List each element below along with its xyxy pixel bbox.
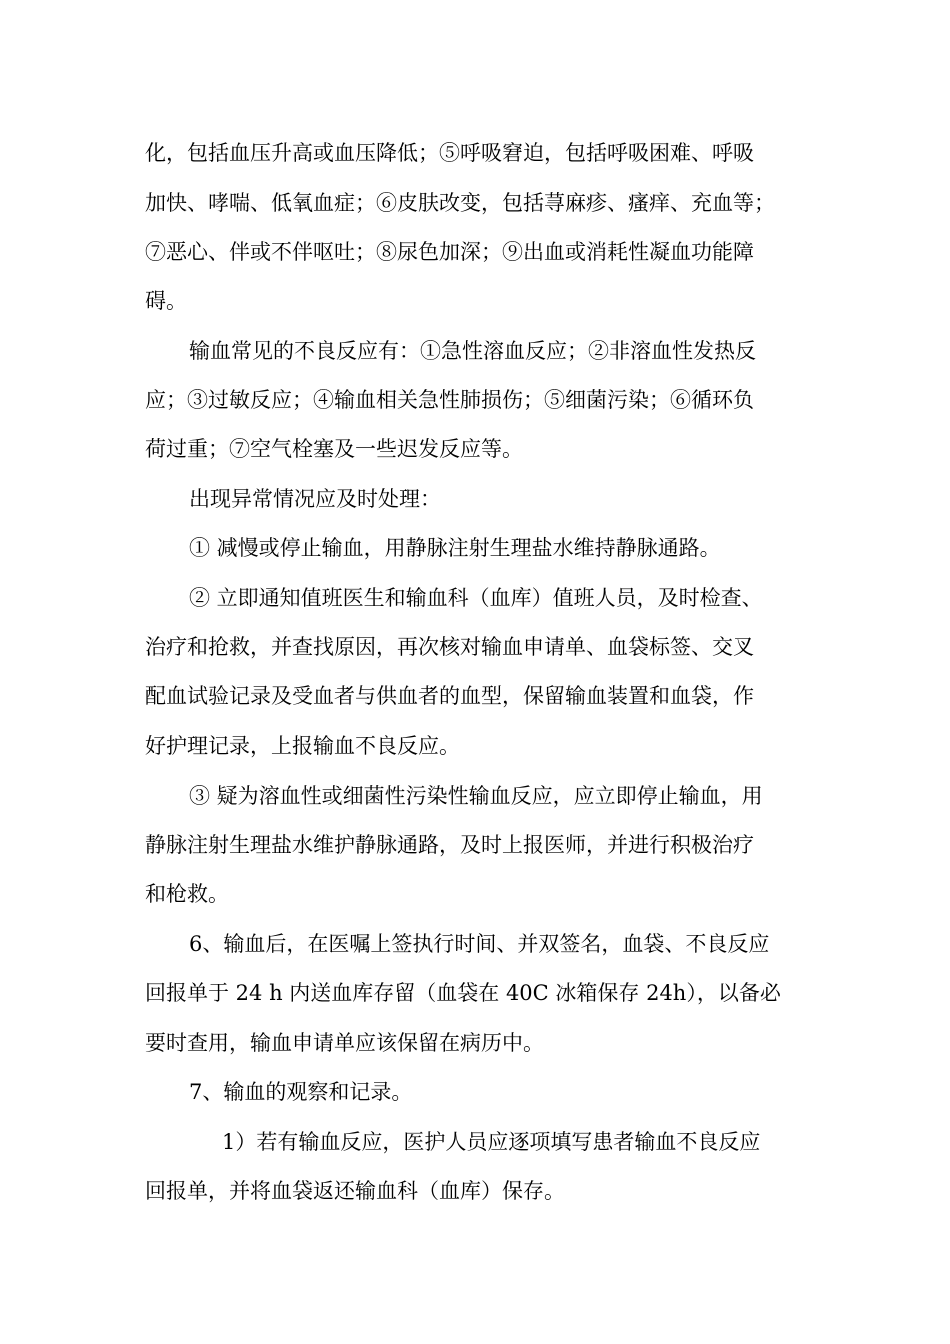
text-line: 回报单，并将血袋返还输血科（血库）保存。 [145, 1179, 565, 1203]
text-line: 荷过重；⑦空气栓塞及一些迟发反应等。 [145, 437, 523, 461]
text-line: ⑦恶心、伴或不伴呕吐；⑧尿色加深；⑨出血或消耗性凝血功能障 [145, 240, 754, 264]
text-line: 碍。 [145, 289, 187, 313]
text-line: 输血常见的不良反应有：①急性溶血反应；②非溶血性发热反 [189, 339, 756, 363]
text-line: 加快、哮喘、低氧血症；⑥皮肤改变，包括荨麻疹、瘙痒、充血等； [145, 191, 775, 215]
text-line: 配血试验记录及受血者与供血者的血型，保留输血装置和血袋，作 [145, 684, 754, 708]
text-line: 6、输血后，在医嘱上签执行时间、并双签名，血袋、不良反应 [189, 932, 770, 956]
text-line: 和枪救。 [145, 882, 229, 906]
text-line: ③ 疑为溶血性或细菌性污染性输血反应，应立即停止输血，用 [189, 784, 763, 808]
text-line: 出现异常情况应及时处理： [189, 487, 441, 511]
text-line: 治疗和抢救，并查找原因，再次核对输血申请单、血袋标签、交叉 [145, 635, 754, 659]
text-line: 要时查用，输血申请单应该保留在病历中。 [145, 1031, 544, 1055]
text-line: 化，包括血压升高或血压降低；⑤呼吸窘迫，包括呼吸困难、呼吸 [145, 141, 754, 165]
text-line: 回报单于 24 h 内送血库存留（血袋在 40C 冰箱保存 24h），以备必 [145, 981, 781, 1005]
text-line: 静脉注射生理盐水维护静脉通路，及时上报医师，并进行积极治疗 [145, 833, 754, 857]
text-line: ① 减慢或停止输血，用静脉注射生理盐水维持静脉通路。 [189, 536, 721, 560]
text-line: 7、输血的观察和记录。 [189, 1080, 413, 1104]
text-line: 1）若有输血反应，医护人员应逐项填写患者输血不良反应 [222, 1130, 761, 1154]
text-line: 应；③过敏反应；④输血相关急性肺损伤；⑤细菌污染；⑥循环负 [145, 388, 754, 412]
text-line: 好护理记录，上报输血不良反应。 [145, 734, 460, 758]
text-line: ② 立即通知值班医生和输血科（血库）值班人员，及时检查、 [189, 586, 763, 610]
